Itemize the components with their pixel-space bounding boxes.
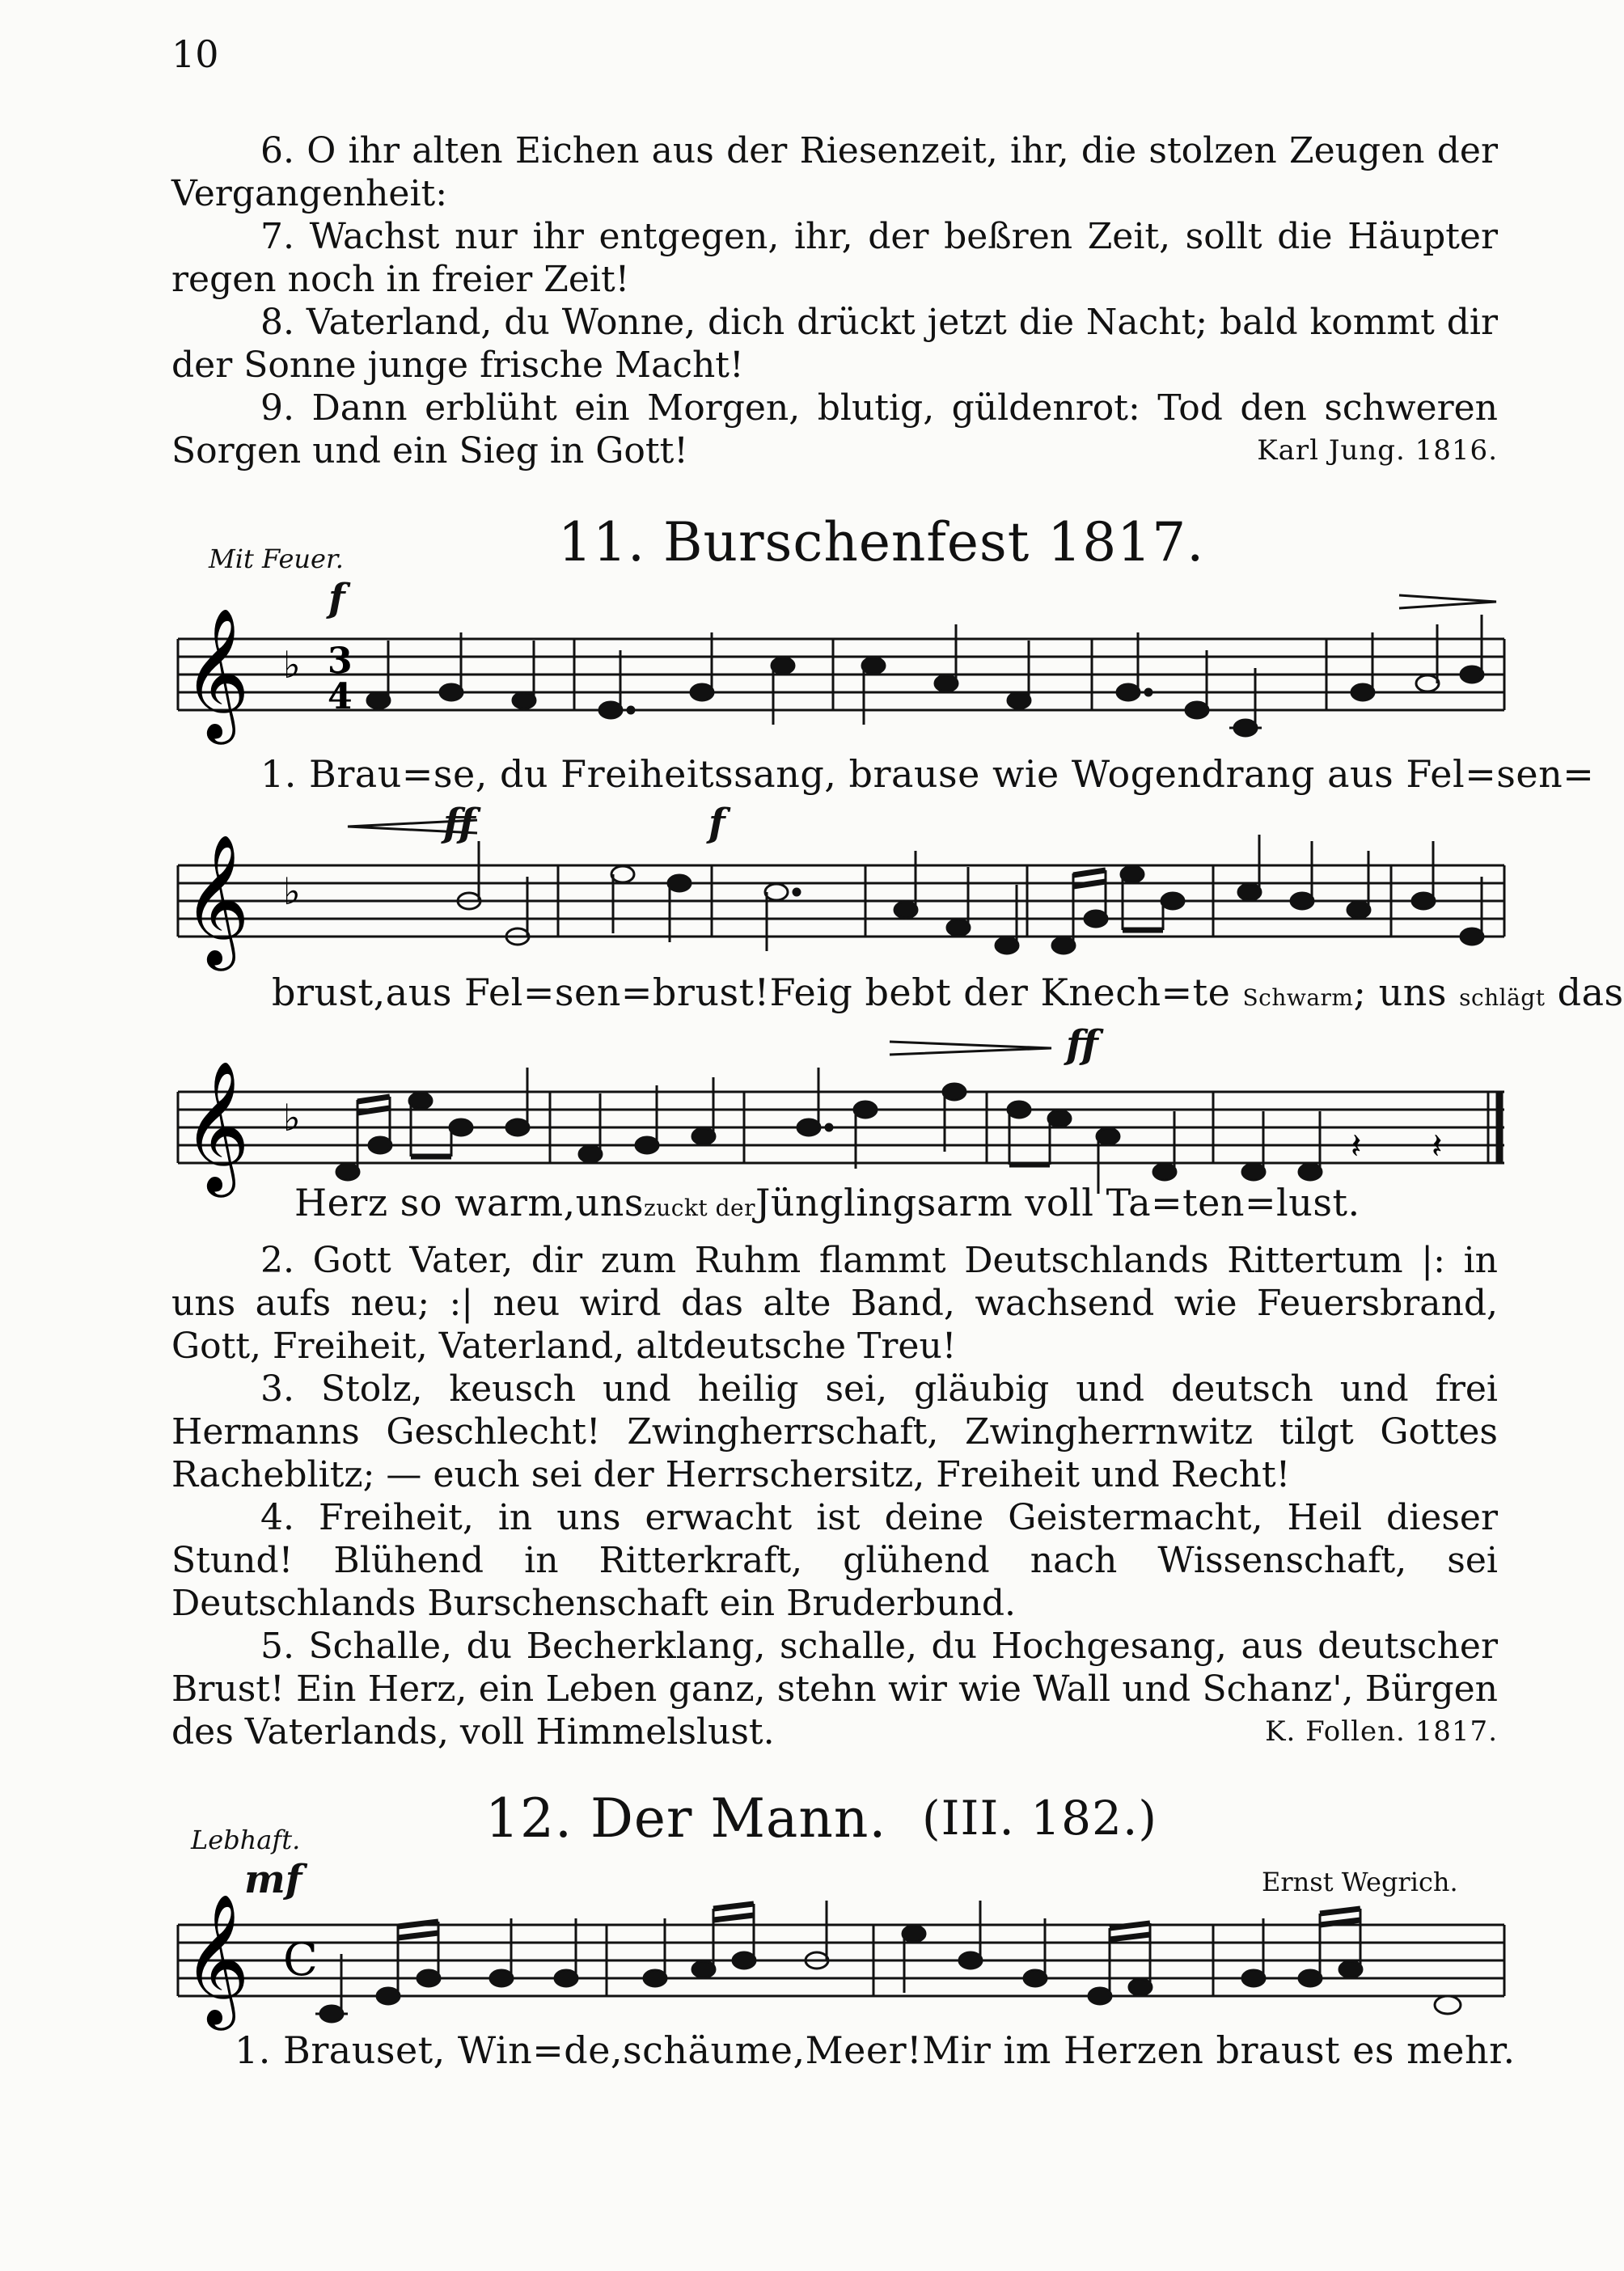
song11-dynamic-f: f [328,576,345,621]
song11-lyric-2c: das [1557,971,1624,1014]
song11-stanza-5: 5. Schalle, du Becherklang, schalle, du Hochgesang, aus deutscher Brust! Ein Herz, ein Leben ganz, stehn wir wie Wall und Schanz', Bürgen des Vaterlands, voll Himmelslust. [171,1626,1498,1753]
song11-dynamic-ff: ff [443,801,476,846]
svg-text:♭: ♭ [283,643,301,687]
song11-lyric-2 [272,971,1624,1014]
song12-dynamic-mf: mf [244,1857,302,1902]
song11-stanza-5-line [171,1625,1498,1753]
song11-tempo: Mit Feuer. [209,543,344,574]
song11-stanza-4: 4. Freiheit, in uns erwacht ist deine Geistermacht, Heil dieser Stund! Blühend in Ritterkraft, glühend nach Wissenschaft, sei Deutschlands Burschenschaft ein Bruderbund. [171,1497,1498,1624]
song11-lyric-2-small2: schlägt [1459,984,1546,1011]
song11-staff-1 [162,590,1520,768]
song11-title: 11. Burschenfest 1817. [558,511,1205,573]
song11-stanza-3: 3. Stolz, keusch und heilig sei, gläubig und deutsch und frei Hermanns Geschlecht! Zwingherrschaft, Zwingherrnwitz tilgt Gottes Racheblitz; — euch sei der Herrschersitz, Freiheit und Recht! [171,1368,1498,1495]
song11-stanzas [171,1239,1498,1753]
song11-lyric-3 [294,1181,1360,1224]
song11-lyric-1: 1. Brau=se, du Freiheitssang, brause wie Wogendrang aus Fel=sen= [260,752,1595,796]
song11-lyric-2a: brust,aus Fel=sen=brust!Feig bebt der Knech=te [272,971,1231,1014]
song11-stanza-2: 2. Gott Vater, dir zum Ruhm flammt Deutschlands Rittertum |: in uns aufs neu; :| neu wird das alte Band, wachsend wie Feuersbrand, Gott, Freiheit, Vaterland, altdeutsche Treu! [171,1240,1498,1367]
poem-author: Karl Jung. 1816. [1257,434,1498,467]
song11-lyric-2b: ; uns [1353,971,1447,1014]
stanza-6: 6. O ihr alten Eichen aus der Riesenzeit, ihr, die stolzen Zeugen der Vergangenheit: [171,130,1498,214]
svg-text:♭: ♭ [283,869,301,913]
svg-text:𝄞: 𝄞 [183,1060,250,1192]
song11-dynamic-ff2: ff [1066,1022,1098,1068]
svg-text:3: 3 [328,641,353,682]
svg-text:𝄞: 𝄞 [183,607,250,739]
stanza-8: 8. Vaterland, du Wonne, dich drückt jetzt die Nacht; bald kommt dir der Sonne junge frische Macht! [171,302,1498,386]
song11-staff-2 [162,817,1520,979]
song12-composer: Ernst Wegrich. [1262,1867,1458,1897]
svg-text:4: 4 [328,676,353,717]
svg-text:𝄽: 𝄽 [1351,1126,1362,1167]
song11-dynamic-f2: f [708,801,725,846]
stanza-9-line [171,387,1498,472]
svg-text:𝄽: 𝄽 [1432,1126,1443,1167]
svg-text:𝄞: 𝄞 [183,834,250,966]
svg-text:𝄞: 𝄞 [183,1893,250,2025]
song12-tempo: Lebhaft. [191,1825,301,1855]
page-number: 10 [171,32,219,76]
song11-author: K. Follen. 1817. [1265,1715,1498,1748]
svg-text:♭: ♭ [283,1096,301,1140]
stanza-7: 7. Wachst nur ihr entgegen, ihr, der beßren Zeit, sollt die Häupter regen noch in freier Zeit! [171,216,1498,300]
song11-lyric-2-small: Schwarm [1242,984,1354,1011]
song11-lyric-3a: Herz so warm,uns [294,1181,644,1224]
song12-staff-1 [162,1876,1520,2054]
song12-lyric-1: 1. Brauset, Win=de,schäume,Meer!Mir im Herzen braust es mehr. [235,2028,1516,2072]
stanza-9: 9. Dann erblüht ein Morgen, blutig, güldenrot: Tod den schweren Sorgen und ein Sieg in Gott! [171,387,1498,472]
song12-reference: (III. 182.) [922,1791,1158,1846]
song11-lyric-3b: Jünglingsarm voll Ta=ten=lust. [755,1181,1360,1224]
song12-title: 12. Der Mann. [485,1787,887,1850]
poem-continuation [171,129,1498,472]
song11-lyric-3-small: zuckt der [644,1195,755,1221]
svg-text:C: C [283,1934,318,1986]
